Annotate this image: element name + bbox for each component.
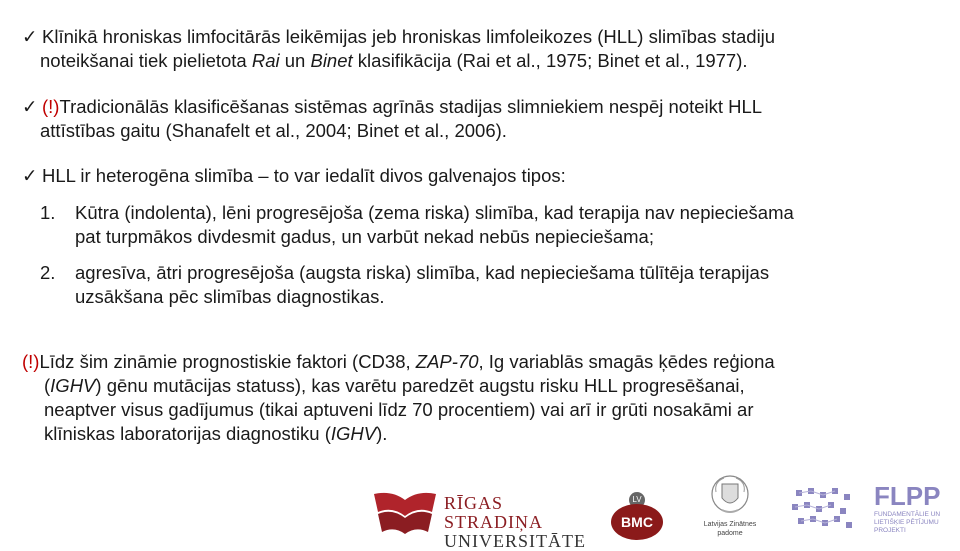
list-item-line-1: Kūtra (indolenta), lēni progresējoša (zema riska) slimība, kad terapija nav nepieciešama — [75, 202, 794, 223]
checkmark-icon: ✓ — [22, 96, 38, 117]
rsu-emblem-icon — [372, 490, 438, 536]
lzp-logo — [695, 474, 765, 540]
list-item — [40, 261, 794, 309]
bullet-1-line-1: Klīnikā hroniskas limfocitārās leikēmijas jeb hroniskas limfoleikozes (HLL) slimības stadiju — [42, 26, 776, 47]
flpp-sub-line-2: LIETIŠĶIE PĒTĪJUMU — [874, 519, 939, 526]
paragraph-text: , Ig variablās smagās ķēdes reģiona — [478, 351, 775, 372]
warning-mark: (!) — [22, 351, 40, 372]
logo-strip — [0, 470, 960, 551]
bullet-3 — [22, 164, 566, 188]
paragraph-text: Līdz šim zināmie prognostiskie faktori (CD38, — [39, 351, 416, 372]
lzp-name-line-2: padome — [717, 530, 743, 537]
bullet-2 — [22, 95, 762, 143]
bullet-1-text: un — [279, 50, 311, 71]
ighv-term: IGHV — [50, 375, 96, 396]
bullet-2-line-2: attīstības gaitu (Shanafelt et al., 2004; Binet et al., 2006). — [40, 120, 507, 141]
prognostic-factors-paragraph — [22, 350, 775, 446]
paragraph-text: neaptver visus gadījumus (tikai aptuveni līdz 70 procentiem) vai arī ir grūti nosakāmi ar — [44, 399, 754, 420]
rsu-name-line-2: UNIVERSITĀTE — [444, 531, 586, 551]
flpp-sub-line-1: FUNDAMENTĀLIE UN — [874, 511, 941, 518]
lzp-name-line-1: Latvijas Zinātnes — [703, 521, 757, 528]
list-item-line-2: uzsākšana pēc slimības diagnostikas. — [75, 286, 385, 307]
rai-term: Rai — [251, 50, 280, 71]
flpp-pattern-icon — [790, 484, 860, 536]
checkmark-icon: ✓ — [22, 26, 38, 47]
bmc-badge: LV — [629, 492, 645, 508]
list-item — [40, 201, 794, 249]
warning-mark: (!) — [42, 96, 60, 117]
bullet-1-text: klasifikācija (Rai et al., 1975; Binet et al., 1977). — [352, 50, 748, 71]
ighv-term: IGHV — [330, 423, 377, 444]
rsu-logo — [372, 490, 592, 551]
bmc-logo — [607, 490, 667, 540]
flpp-text: FLPP — [874, 481, 941, 511]
zap70-term: ZAP-70 — [415, 351, 479, 372]
binet-term: Binet — [310, 50, 353, 71]
list-number: 2. — [40, 262, 56, 283]
list-item-line-1: agresīva, ātri progresējoša (augsta riska) slimība, kad nepieciešama tūlītēja terapijas — [75, 262, 770, 283]
paragraph-text: ) gēnu mutācijas statuss), kas varētu paredzēt augstu risku HLL progresēšanai, — [95, 375, 745, 396]
flpp-sub-line-3: PROJEKTI — [874, 527, 906, 534]
bullet-1-line-2: noteikšanai tiek pielietota — [40, 50, 252, 71]
paragraph-text: ). — [376, 423, 388, 444]
list-number: 1. — [40, 202, 56, 223]
flpp-logo — [790, 482, 950, 538]
rsu-name-line-1: RĪGAS STRADIŅA — [444, 493, 544, 532]
bmc-text: BMC — [611, 504, 663, 540]
bullet-1 — [22, 25, 775, 73]
numbered-list — [40, 201, 794, 309]
checkmark-icon: ✓ — [22, 165, 38, 186]
bullet-2-line-1: Tradicionālās klasificēšanas sistēmas agrīnās stadijas slimniekiem nespēj noteikt HLL — [59, 96, 763, 117]
paragraph-text: ( — [44, 375, 51, 396]
bullet-3-line-1: HLL ir heterogēna slimība – to var iedalīt divos galvenajos tipos: — [42, 165, 566, 186]
paragraph-text: klīniskas laboratorijas diagnostiku ( — [44, 423, 331, 444]
coat-of-arms-icon — [710, 474, 750, 516]
list-item-line-2: pat turpmākos divdesmit gadus, un varbūt nekad nebūs nepieciešama; — [75, 226, 654, 247]
